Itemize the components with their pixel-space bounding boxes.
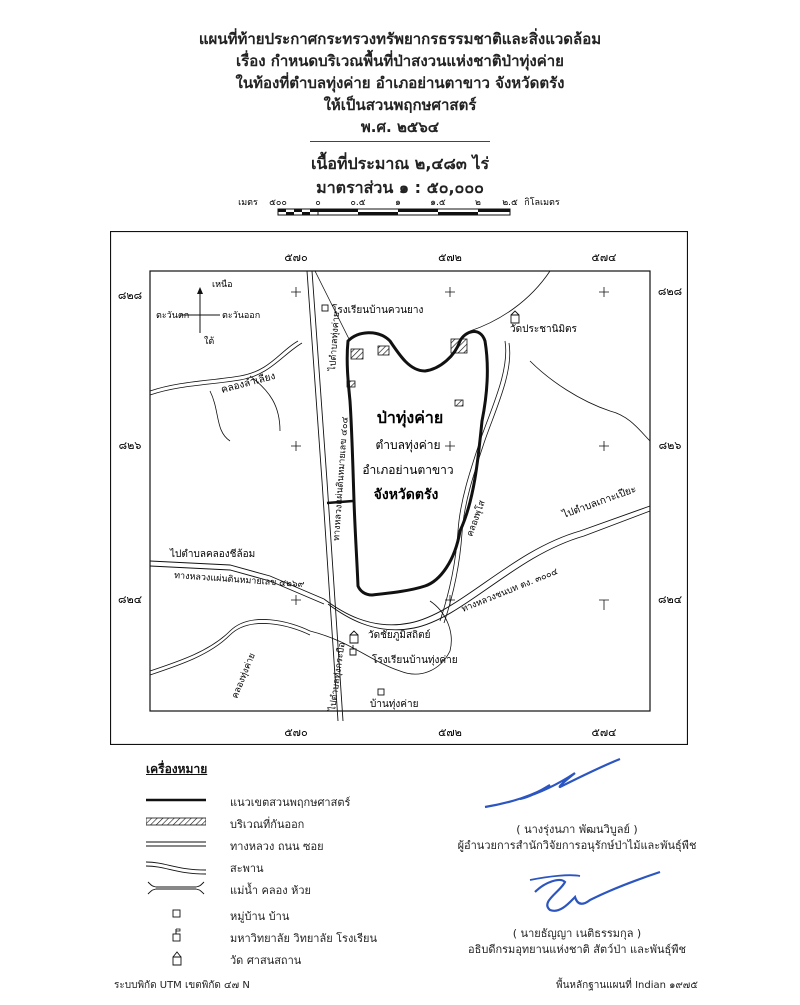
legend-row-village (146, 904, 446, 924)
grid-label-right: ๘๒๘ (657, 285, 683, 298)
label-to-kokriang: ไปตำบลเกาะเปียะ (561, 484, 638, 521)
grid-label-left: ๘๒๖ (118, 439, 142, 452)
legend-row-river (146, 878, 446, 898)
compass-south: ใต้ (204, 337, 215, 347)
legend-heading: เครื่องหมาย (146, 762, 208, 776)
label-rural-road-4004: ทางหลวงชนบท ตง. ๓๐๐๔ (460, 566, 560, 615)
village-icon (146, 904, 206, 924)
compass-west: ตะวันตก (156, 311, 190, 321)
legend-row-road (146, 834, 446, 854)
label-khlong-phuso: คลองพุโส (465, 499, 488, 539)
school-icon (146, 926, 206, 946)
temple-icon (511, 311, 519, 323)
signature-1-icon (480, 755, 630, 815)
legend-row-bridge (146, 856, 446, 876)
map-title (0, 28, 800, 138)
signer-position: อธิบดีกรมอุทยานแห่งชาติ สัตว์ป่า และพันธุ์พืช (468, 943, 686, 956)
forest-subdistrict: ตำบลทุ่งค่าย (375, 438, 441, 452)
label-school-thungkhai: โรงเรียนบ้านทุ่งค่าย (372, 655, 458, 666)
title-line-3: ในท้องที่ตำบลทุ่งค่าย อำเภอย่านตาขาว จังหวัดตรัง (235, 74, 565, 92)
scale-unit-right: กิโลเมตร (524, 198, 560, 208)
label-khlong-thungkhai: คลองทุ่งค่าย (230, 651, 258, 701)
scale-text: มาตราส่วน ๑ : ๕๐,๐๐๐ (316, 178, 484, 197)
legend-label: แนวเขตสวนพฤกษศาสตร์ (230, 796, 351, 809)
compass-icon (180, 287, 220, 333)
map-frame (110, 231, 688, 745)
forest-province: จังหวัดตรัง (373, 487, 439, 503)
legend-row-excluded (146, 812, 446, 832)
title-line-5: พ.ศ. ๒๕๖๔ (360, 118, 440, 136)
scale-tick-label: ๐.๕ (350, 198, 366, 208)
legend-label: สะพาน (230, 862, 264, 875)
grid-label-bottom: ๕๗๐ (284, 726, 308, 739)
label-school-khuanyang: โรงเรียนบ้านควนยาง (332, 305, 424, 316)
scale-tick-label: ๕๐๐ (269, 198, 287, 208)
bridge-icon (146, 856, 206, 876)
village-icon (378, 689, 384, 695)
legend-label: มหาวิทยาลัย วิทยาลัย โรงเรียน (230, 932, 377, 945)
forest-district: อำเภอย่านตาขาว (362, 463, 454, 477)
excluded-area-icon (146, 812, 206, 832)
area-info (0, 152, 800, 200)
title-line-2: เรื่อง กำหนดบริเวณพื้นที่ป่าสงวนแห่งชาติป่าทุ่งค่าย (236, 52, 564, 70)
forest-name: ป่าทุ่งค่าย (376, 408, 444, 427)
footer-coordinate-system: ระบบพิกัด UTM เขตพิกัด ๔๗ N (114, 980, 250, 991)
grid-label-left: ๘๒๔ (117, 593, 143, 606)
village-icon (322, 305, 328, 311)
footer-datum: พื้นหลักฐานแผนที่ Indian ๑๙๗๕ (556, 980, 698, 991)
signature-2-icon (520, 852, 670, 922)
area-text: เนื้อที่ประมาณ ๒,๔๘๓ ไร่ (310, 154, 490, 173)
grid-label-right: ๘๒๔ (657, 593, 683, 606)
compass-east: ตะวันออก (222, 311, 261, 321)
title-line-4: ให้เป็นสวนพฤกษศาสตร์ (323, 96, 477, 114)
scale-bar-segments (278, 209, 510, 215)
grid-label-bottom: ๕๗๒ (438, 726, 462, 739)
grid-label-right: ๘๒๖ (658, 439, 682, 452)
signer-name: ( นางรุ่งนภา พัฒนวิบูลย์ ) (516, 823, 638, 836)
grid-label-top: ๕๗๐ (284, 251, 308, 264)
excluded-areas (347, 339, 467, 406)
label-wat-prachanimit: วัดประชานิมิตร (510, 324, 577, 335)
label-highway-404: ทางหลวงแผ่นดินหมายเลข ๔๐๔ (332, 416, 351, 542)
signer-position: ผู้อำนวยการสำนักวิจัยการอนุรักษ์ป่าไม้และพันธุ์พืช (457, 839, 697, 852)
river-icon (146, 878, 206, 898)
scale-tick-label: ๒ (475, 198, 481, 208)
signature-block-2 (452, 926, 702, 958)
label-wat-chaiyaphum: วัดชัยภูมิสถิตย์ (368, 630, 431, 641)
legend-label: แม่น้ำ คลอง ห้วย (230, 884, 311, 897)
scale-tick-label: ๑.๕ (430, 198, 446, 208)
label-to-thungkhai-south: ไปตำบลทุ่งกระบือ (328, 641, 348, 712)
scale-tick-label: ๒.๕ (502, 198, 518, 208)
grid-label-top: ๕๗๒ (438, 251, 462, 264)
title-divider (310, 141, 490, 142)
label-ban-thungkhai: บ้านทุ่งค่าย (370, 699, 419, 710)
scale-tick-label: ๐ (315, 198, 321, 208)
boundary-line-icon (146, 790, 206, 810)
temple-icon (350, 631, 358, 643)
label-highway-4269: ทางหลวงแผ่นดินหมายเลข ๔๒๖๙ (173, 571, 305, 591)
legend-row-school (146, 926, 446, 946)
scale-tick-label: ๑ (395, 198, 401, 208)
label-khlong-lamliang: คลองลำเลียง (219, 370, 277, 396)
grid-label-top: ๕๗๔ (591, 251, 617, 264)
grid-label-left: ๘๒๘ (117, 289, 143, 302)
label-to-khlongchilom: ไปตำบลคลองชีล้อม (170, 549, 256, 560)
legend-row-temple (146, 948, 446, 968)
grid-label-bottom: ๕๗๔ (591, 726, 617, 739)
signature-block-1 (452, 822, 702, 854)
scale-bar (230, 195, 560, 225)
scale-unit-left: เมตร (238, 198, 258, 208)
legend-label: ทางหลวง ถนน ซอย (230, 840, 324, 853)
title-line-1: แผนที่ท้ายประกาศกระทรวงทรัพยากรธรรมชาติและสิ่งแวดล้อม (198, 30, 602, 48)
road-icon (146, 834, 206, 854)
legend-label: วัด ศาสนสถาน (230, 954, 302, 967)
compass-north: เหนือ (212, 280, 233, 290)
legend-row-boundary (146, 790, 446, 810)
legend-label: บริเวณที่กันออก (230, 818, 305, 831)
signer-name: ( นายธัญญา เนติธรรมกุล ) (512, 927, 642, 940)
legend-label: หมู่บ้าน บ้าน (230, 910, 290, 923)
temple-icon (146, 948, 206, 968)
label-to-thungkhai-north: ไปตำบลทุ่งค่าย (328, 311, 343, 372)
